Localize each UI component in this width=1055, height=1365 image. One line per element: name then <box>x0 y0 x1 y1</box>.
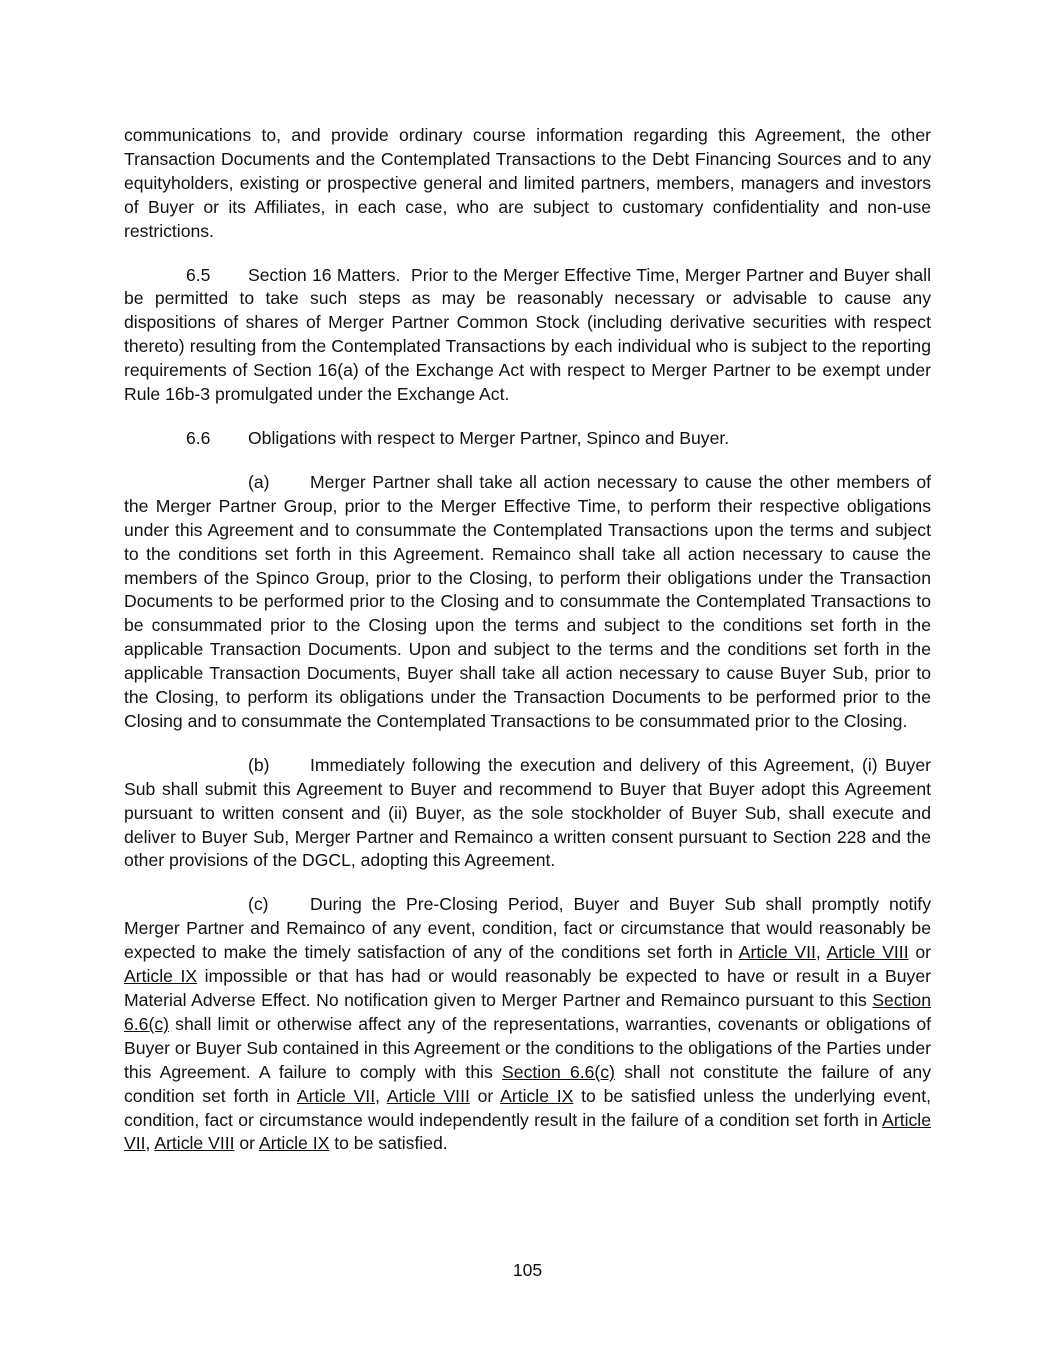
text-run: , <box>145 1133 155 1154</box>
cross-reference-link[interactable]: Article VIII <box>826 942 909 963</box>
subsection-b <box>124 754 931 874</box>
page-number: 105 <box>512 1260 543 1280</box>
text-run: or <box>908 942 931 963</box>
section-number: 6.5 <box>186 264 211 285</box>
text-run: shall limit or otherwise affect any of the representations, warranties, covenants or obligations of Buyer or Buyer Sub contained in this Agreement or the conditions to the obligations of the Parties under this Agreement. A failure to comply with this <box>124 1013 931 1082</box>
document-body <box>124 124 931 1176</box>
subsection-c <box>124 893 931 1156</box>
section-title: Obligations with respect to Merger Partner, Spinco and Buyer. <box>248 427 730 448</box>
text-run: , <box>375 1085 387 1106</box>
cross-reference-link[interactable]: Article IX <box>258 1133 330 1154</box>
cross-reference-link[interactable]: Article IX <box>500 1085 574 1106</box>
subsection-text: Immediately following the execution and delivery of this Agreement, (i) Buyer Sub shall submit this Agreement to Buyer and recommend to Buyer that Buyer adopt this Agreement pursuant to written consent and (ii) Buyer, as the sole stockholder of Buyer Sub, shall execute and deliver to Buyer Sub, Merger Partner and Remainco a written consent pursuant to Section 228 and the other provisions of the DGCL, adopting this Agreement. <box>124 754 931 871</box>
cross-reference-link[interactable]: Section 6.6(c) <box>124 990 931 1034</box>
text-run: or <box>234 1133 259 1154</box>
cross-reference-link[interactable]: Article VIII <box>386 1085 470 1106</box>
text-run: to be satisfied. <box>329 1133 448 1154</box>
cross-reference-link[interactable]: Article VII <box>738 942 816 963</box>
subsection-a <box>124 471 931 734</box>
subsection-text: Merger Partner shall take all action necessary to cause the other members of the Merger Partner Group, prior to the Merger Effective Time, to perform their respective obligations under this Agreement and to consummate the Contemplated Transactions upon the terms and subject to the conditions set forth in this Agreement. Remainco shall take all action necessary to cause the members of the Spinco Group, prior to the Closing, to perform their obligations under the Transaction Documents to be performed prior to the Closing and to consummate the Contemplated Transactions to be consummated prior to the Closing upon the terms and subject to the conditions set forth in the applicable Transaction Documents. Upon and subject to the terms and the conditions set forth in the applicable Transaction Documents, Buyer shall take all action necessary to cause Buyer Sub, prior to the Closing, to perform its obligations under the Transaction Documents to be performed prior to the Closing and to consummate the Contemplated Transactions to be consummated prior to the Closing. <box>124 471 931 731</box>
subsection-label: (b) <box>248 754 270 775</box>
cross-reference-link[interactable]: Section 6.6(c) <box>502 1061 615 1082</box>
text-run: or <box>469 1085 501 1106</box>
section-text: Prior to the Merger Effective Time, Merger Partner and Buyer shall be permitted to take such steps as may be reasonably necessary or advisable to cause any dispositions of shares of Merger Partner Common Stock (including derivative securities with respect thereto) resulting from the Contemplated Transactions by each individual who is subject to the reporting requirements of Section 16(a) of the Exchange Act with respect to Merger Partner to be exempt under Rule 16b-3 promulgated under the Exchange Act. <box>124 264 931 405</box>
text-run: , <box>815 942 827 963</box>
subsection-label: (c) <box>248 894 269 915</box>
text-run: shall not constitute the failure of any condition set forth in <box>124 1061 931 1106</box>
text-run: to be satisfied unless the underlying event, condition, fact or circumstance would independently result in the failure of a condition set forth in <box>124 1085 931 1130</box>
paragraph-continuation: communications to, and provide ordinary course information regarding this Agreement, the other Transaction Documents and the Contemplated Transactions to the Debt Financing Sources and to any equityholders, existing or prospective general and limited partners, members, managers and investors of Buyer or its Affiliates, in each case, who are subject to customary confidentiality and non-use restrictions. <box>124 125 931 241</box>
cross-reference-link[interactable]: Article VII <box>124 1109 931 1154</box>
cross-reference-link[interactable]: Article VII <box>296 1085 376 1106</box>
section-6-5 <box>124 264 931 407</box>
text-run: impossible or that has had or would reasonably be expected to have or result in a Buyer Material Adverse Effect. No notification given to Merger Partner and Remainco pursuant to this <box>124 966 931 1010</box>
section-number: 6.6 <box>186 427 211 448</box>
text-run: During the Pre-Closing Period, Buyer and Buyer Sub shall promptly notify Merger Partner and Remainco of any event, condition, fact or circumstance that would reasonably be expected to make the timely satisfaction of any of the conditions set forth in <box>124 894 931 963</box>
section-6-6-heading <box>124 427 931 451</box>
cross-reference-link[interactable]: Article VIII <box>154 1133 235 1154</box>
subsection-label: (a) <box>248 471 270 492</box>
cross-reference-link[interactable]: Article IX <box>124 966 198 987</box>
section-title: Section 16 Matters. <box>248 264 401 285</box>
